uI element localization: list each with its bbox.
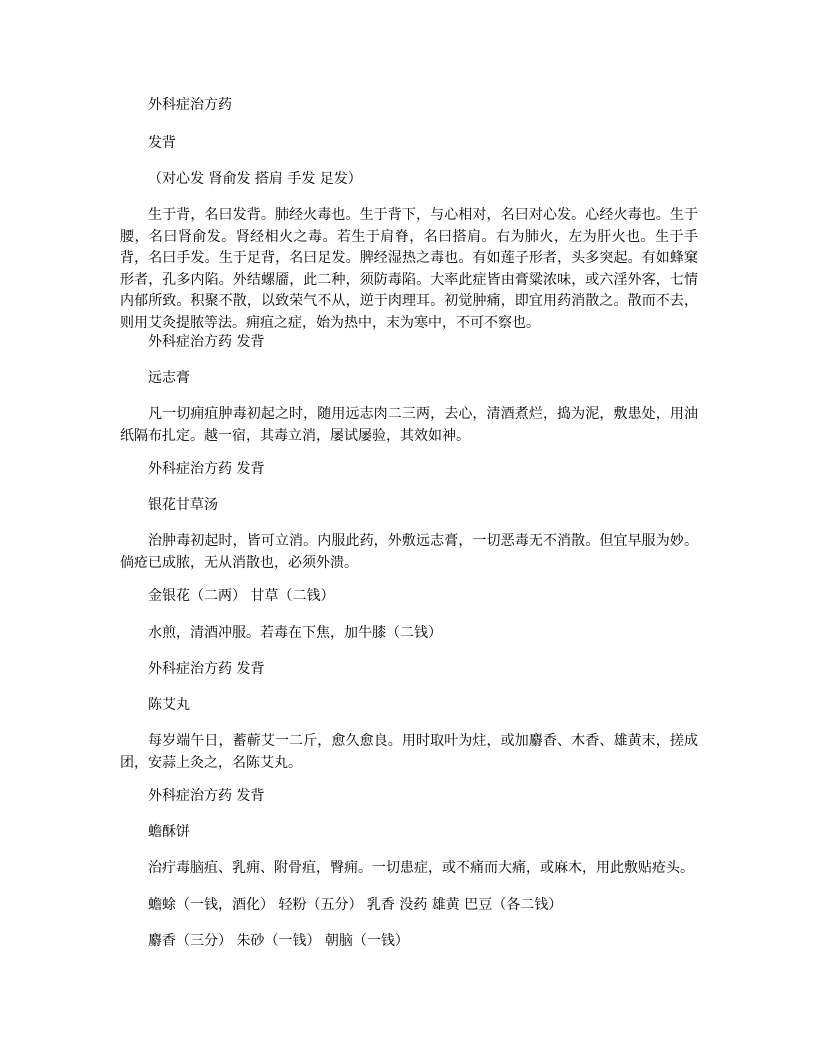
topic-subtypes: （对心发 肾俞发 搭肩 手发 足发） bbox=[148, 171, 362, 187]
topic-title: 发背 bbox=[148, 135, 176, 151]
body-paragraph: 凡一切痈疽肿毒初起之时，随用远志肉二三两，去心，清酒煮烂，捣为泥，敷患处，用油纸隔布扎定。越一宿，其毒立消，屡试屡验，其效如神。 bbox=[120, 406, 698, 444]
running-header: 外科症治方药 发背 bbox=[148, 334, 265, 350]
recipe-title: 远志膏 bbox=[148, 370, 190, 386]
body-paragraph: 生于背，名曰发背。肺经火毒也。生于背下，与心相对，名曰对心发。心经火毒也。生于腰，名曰肾俞发。肾经相火之毒。若生于肩脊，名曰搭肩。右为肺火，左为肝火也。生于手背，名曰手发。生于足背，名曰足发。脾经湿热之毒也。有如莲子形者，头多突起。有如蜂窠形者，孔多内陷。外结螺靥，此二种，须防毒陷。大率此症皆由膏粱浓味，或六淫外客，七情内郁所致。积聚不散，以致荣气不从，逆于肉理耳。初觉肿痛，即宜用药消散之。散而不去，则用艾灸提脓等法。痈疽之症，始为热中，末为寒中，不可不察也。 bbox=[120, 207, 698, 331]
ingredient-line: 麝香（三分） 朱砂（一钱） 朝脑（一钱） bbox=[148, 933, 409, 949]
recipe-title: 蟾酥饼 bbox=[148, 824, 190, 840]
section-heading: 外科症治方药 bbox=[148, 97, 232, 113]
ingredient-line: 蟾蜍（一钱，酒化） 轻粉（五分） 乳香 没药 雄黄 巴豆（各二钱） bbox=[148, 897, 563, 913]
instruction-line: 治疔毒脑疽、乳痈、附骨疽，臀痈。一切患症，或不痛而大痛，或麻木，用此敷贴疮头。 bbox=[148, 860, 694, 876]
instruction-line: 水煎，清酒冲服。若毒在下焦，加牛膝（二钱） bbox=[148, 625, 442, 641]
body-paragraph: 每岁端午日，蓄蕲艾一二斤，愈久愈良。用时取叶为炷，或加麝香、木香、雄黄末，搓成团，安蒜上灸之，名陈艾丸。 bbox=[120, 733, 698, 771]
running-header: 外科症治方药 发背 bbox=[148, 661, 265, 677]
recipe-title: 陈艾丸 bbox=[148, 697, 190, 713]
running-header: 外科症治方药 发背 bbox=[148, 788, 265, 804]
body-paragraph: 治肿毒初起时，皆可立消。内服此药，外敷远志膏，一切恶毒无不消散。但宜早服为妙。倘疮已成脓，无从消散也，必须外溃。 bbox=[120, 533, 698, 571]
ingredient-line: 金银花（二两） 甘草（二钱） bbox=[148, 588, 335, 604]
running-header: 外科症治方药 发背 bbox=[148, 461, 265, 477]
recipe-title: 银花甘草汤 bbox=[148, 497, 218, 513]
